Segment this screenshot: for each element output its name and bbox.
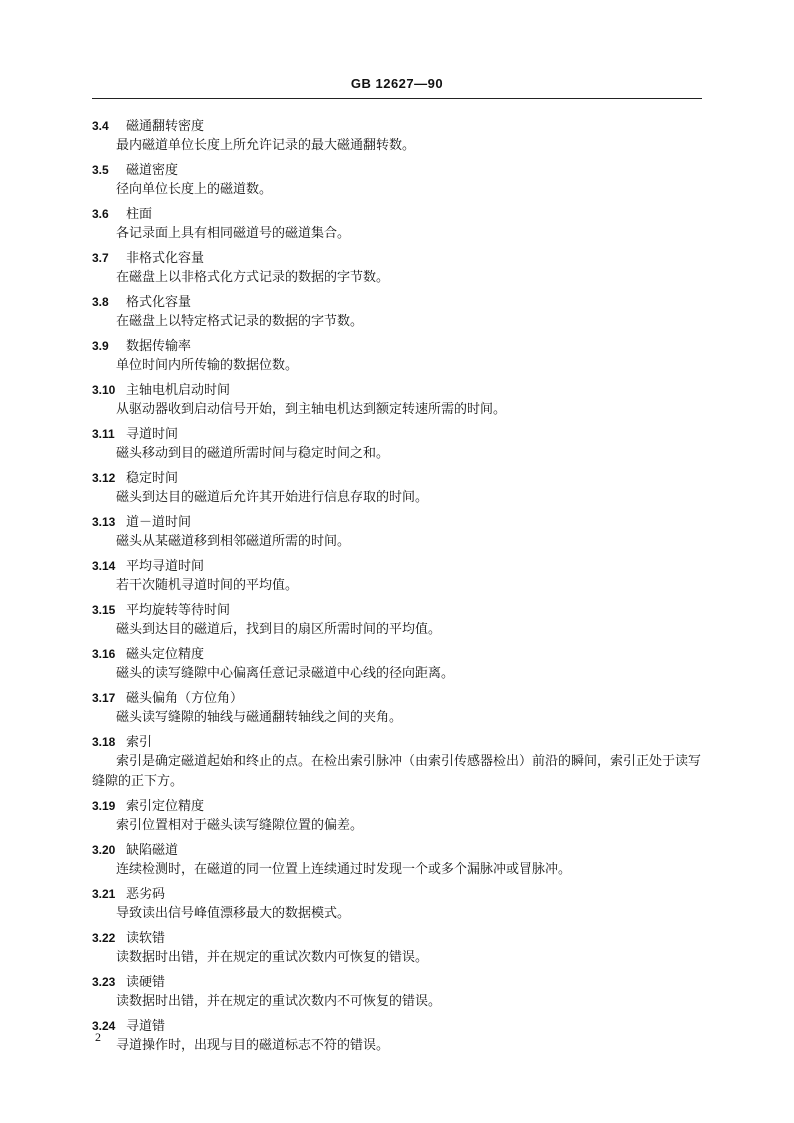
term-title: 道－道时间 <box>126 515 192 530</box>
clause-number: 3.15 <box>92 603 116 617</box>
definition-heading <box>92 426 704 442</box>
term-title: 索引定位精度 <box>126 799 205 814</box>
definition-heading <box>92 118 704 134</box>
term-title: 非格式化容量 <box>126 251 205 266</box>
clause-number: 3.16 <box>92 647 116 661</box>
definition-text: 磁头到达目的磁道后允许其开始进行信息存取的时间。 <box>116 490 429 505</box>
definition-text: 连续检测时，在磁道的同一位置上连续通过时发现一个或多个漏脉冲或冒脉冲。 <box>116 862 572 877</box>
definition-text: 磁头到达目的磁道后，找到目的扇区所需时间的平均值。 <box>116 622 442 637</box>
definition-heading <box>92 382 704 398</box>
term-title: 寻道错 <box>126 1019 166 1034</box>
definition-entry <box>92 470 704 508</box>
definition-entry <box>92 206 704 244</box>
clause-number: 3.11 <box>92 427 115 441</box>
term-title: 索引 <box>126 735 153 750</box>
definition-heading <box>92 338 704 354</box>
definition-heading <box>92 690 704 706</box>
definition-entry <box>92 798 704 836</box>
clause-number: 3.24 <box>92 1019 116 1033</box>
term-title: 磁头定位精度 <box>126 647 205 662</box>
definition-text: 索引位置相对于磁头读写缝隙位置的偏差。 <box>116 818 364 833</box>
clause-number: 3.10 <box>92 383 116 397</box>
definition-heading <box>92 558 704 574</box>
clause-number: 3.23 <box>92 975 116 989</box>
definition-heading <box>92 470 704 486</box>
definition-entry <box>92 294 704 332</box>
definition-heading <box>92 886 704 902</box>
page-header <box>92 76 702 91</box>
definition-text: 索引是确定磁道起始和终止的点。在检出索引脉冲（由索引传感器检出）前沿的瞬间，索引正处于读写缝隙的正下方。 <box>92 754 702 789</box>
definition-heading <box>92 646 704 662</box>
definition-entry <box>92 426 704 464</box>
definition-entry <box>92 514 704 552</box>
page-number: 2 <box>95 1030 101 1044</box>
definition-text: 最内磁道单位长度上所允许记录的最大磁通翻转数。 <box>116 138 416 153</box>
definition-text: 单位时间内所传输的数据位数。 <box>116 358 299 373</box>
definition-text: 磁头从某磁道移到相邻磁道所需的时间。 <box>116 534 351 549</box>
definition-entry <box>92 886 704 924</box>
clause-number: 3.8 <box>92 295 109 309</box>
definition-text: 磁头读写缝隙的轴线与磁通翻转轴线之间的夹角。 <box>116 710 403 725</box>
definition-entry <box>92 602 704 640</box>
definition-heading <box>92 842 704 858</box>
definitions-list <box>92 118 704 1062</box>
definition-entry <box>92 930 704 968</box>
clause-number: 3.9 <box>92 339 109 353</box>
definition-text: 若干次随机寻道时间的平均值。 <box>116 578 299 593</box>
clause-number: 3.12 <box>92 471 116 485</box>
definition-entry <box>92 974 704 1012</box>
clause-number: 3.20 <box>92 843 116 857</box>
definition-heading <box>92 514 704 530</box>
definition-heading <box>92 930 704 946</box>
definition-text: 径向单位长度上的磁道数。 <box>116 182 273 197</box>
definition-text: 读数据时出错，并在规定的重试次数内可恢复的错误。 <box>116 950 429 965</box>
definition-entry <box>92 382 704 420</box>
clause-number: 3.14 <box>92 559 116 573</box>
clause-number: 3.19 <box>92 799 116 813</box>
definition-heading <box>92 798 704 814</box>
term-title: 恶劣码 <box>126 887 166 902</box>
definition-entry <box>92 1018 704 1056</box>
header-rule <box>92 98 702 99</box>
definition-entry <box>92 162 704 200</box>
clause-number: 3.4 <box>92 119 109 133</box>
clause-number: 3.13 <box>92 515 116 529</box>
term-title: 格式化容量 <box>126 295 192 310</box>
definition-entry <box>92 558 704 596</box>
term-title: 主轴电机启动时间 <box>126 383 231 398</box>
definition-heading <box>92 974 704 990</box>
definition-text: 各记录面上具有相同磁道号的磁道集合。 <box>116 226 351 241</box>
clause-number: 3.18 <box>92 735 116 749</box>
definition-heading <box>92 206 704 222</box>
term-title: 柱面 <box>126 207 153 222</box>
definition-text: 在磁盘上以特定格式记录的数据的字节数。 <box>116 314 364 329</box>
term-title: 平均寻道时间 <box>126 559 205 574</box>
definition-entry <box>92 338 704 376</box>
term-title: 磁头偏角（方位角） <box>126 691 244 706</box>
clause-number: 3.17 <box>92 691 116 705</box>
definition-text: 从驱动器收到启动信号开始，到主轴电机达到额定转速所需的时间。 <box>116 402 507 417</box>
definition-text: 磁头的读写缝隙中心偏离任意记录磁道中心线的径向距离。 <box>116 666 455 681</box>
definition-text: 导致读出信号峰值漂移最大的数据模式。 <box>116 906 351 921</box>
definition-text: 读数据时出错，并在规定的重试次数内不可恢复的错误。 <box>116 994 442 1009</box>
clause-number: 3.6 <box>92 207 109 221</box>
term-title: 缺陷磁道 <box>126 843 179 858</box>
term-title: 磁通翻转密度 <box>126 119 205 134</box>
definition-heading <box>92 294 704 310</box>
definition-heading <box>92 734 704 750</box>
term-title: 寻道时间 <box>126 427 179 442</box>
definition-heading <box>92 250 704 266</box>
clause-number: 3.22 <box>92 931 116 945</box>
standard-code: GB 12627—90 <box>350 76 444 91</box>
term-title: 读软错 <box>126 931 166 946</box>
definition-heading <box>92 602 704 618</box>
definition-entry <box>92 734 704 792</box>
definition-text: 寻道操作时，出现与目的磁道标志不符的错误。 <box>116 1038 390 1053</box>
definition-text: 磁头移动到目的磁道所需时间与稳定时间之和。 <box>116 446 390 461</box>
definition-entry <box>92 118 704 156</box>
term-title: 稳定时间 <box>126 471 179 486</box>
clause-number: 3.5 <box>92 163 109 177</box>
definition-entry <box>92 646 704 684</box>
definition-heading <box>92 162 704 178</box>
definition-text: 在磁盘上以非格式化方式记录的数据的字节数。 <box>116 270 390 285</box>
clause-number: 3.7 <box>92 251 109 265</box>
term-title: 读硬错 <box>126 975 166 990</box>
clause-number: 3.21 <box>92 887 116 901</box>
term-title: 磁道密度 <box>126 163 179 178</box>
definition-entry <box>92 842 704 880</box>
definition-entry <box>92 690 704 728</box>
term-title: 平均旋转等待时间 <box>126 603 231 618</box>
term-title: 数据传输率 <box>126 339 192 354</box>
definition-heading <box>92 1018 704 1034</box>
definition-entry <box>92 250 704 288</box>
